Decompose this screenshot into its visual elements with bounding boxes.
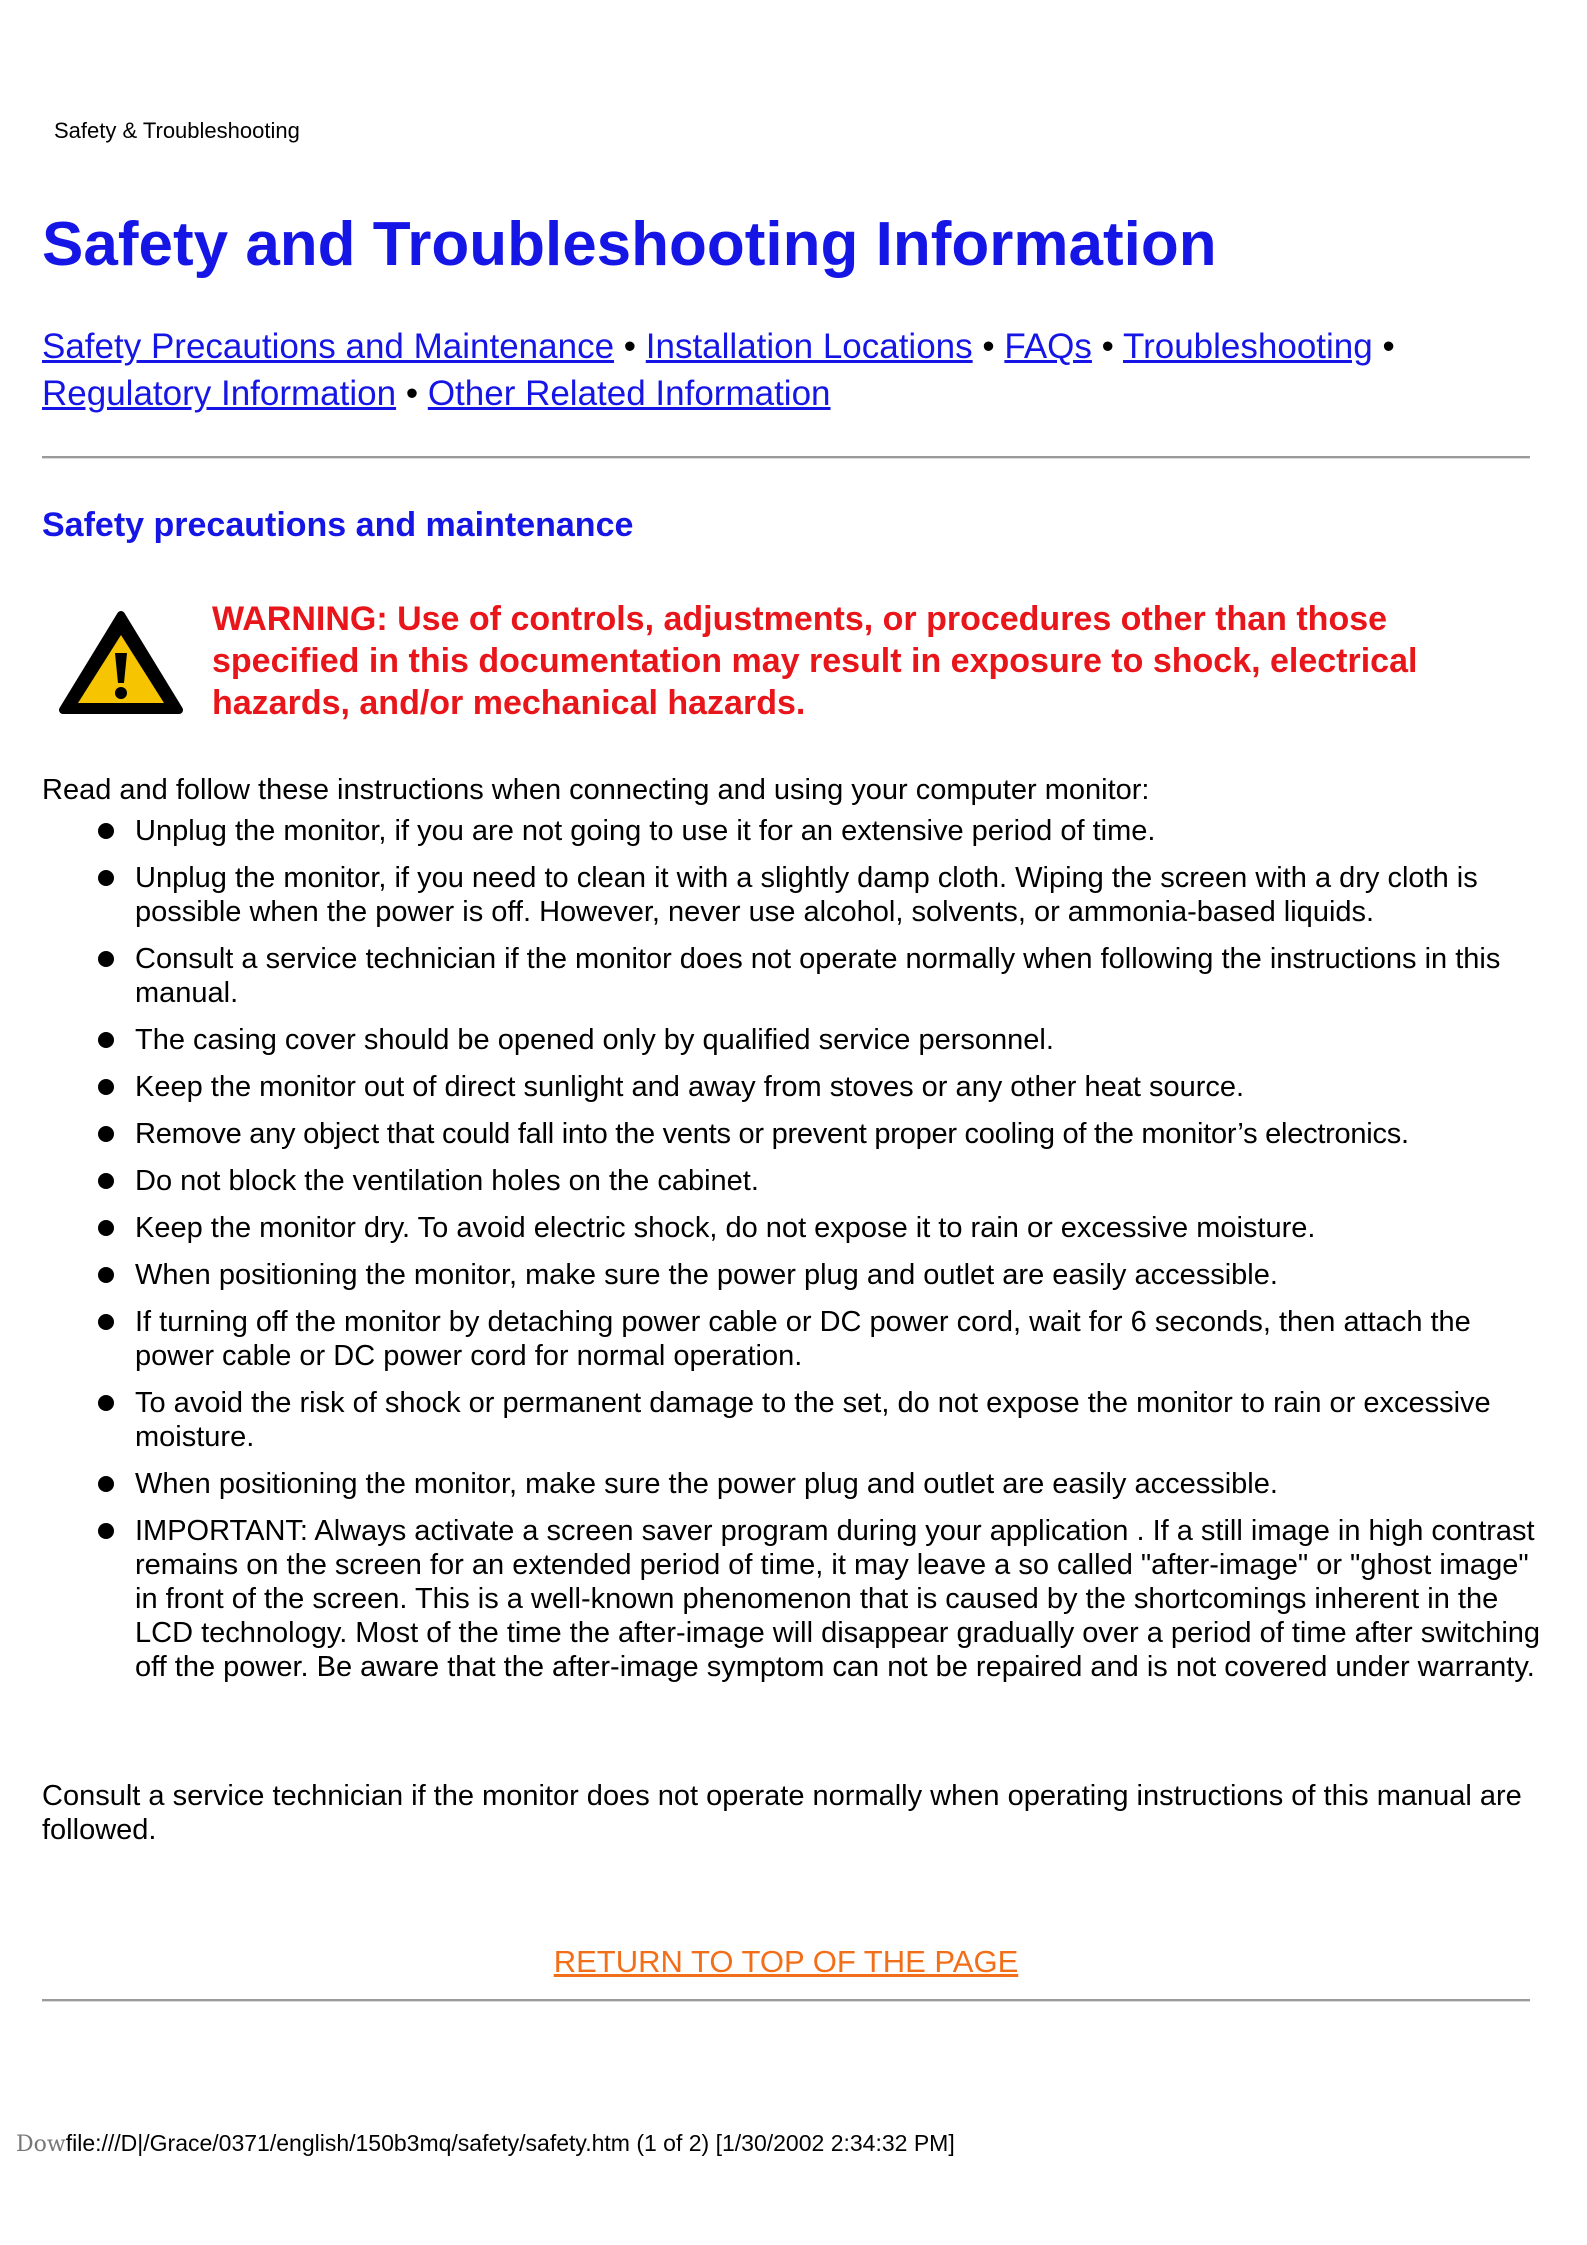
file-path-text: file:///D|/Grace/0371/english/150b3mq/safety/safety.htm (1 of 2) [1/30/2002 2:34:32 PM] [65,2130,955,2156]
download-text: Dow [16,2132,66,2157]
list-item: Unplug the monitor, if you are not going to use it for an extensive period of time. [42,814,1542,848]
list-item: IMPORTANT: Always activate a screen saver program during your application . If a still image in high contrast remains on the screen for an extended period of time, it may leave a so called "after-image" or "ghost image" in front of the screen. This is a well-known phenomenon that is caused by the shortcomings inherent in the LCD technology. Most of the time the after-image will disappear gradually over a period of time after switching off the power. Be aware that the after-image symptom can not be repaired and is not covered under warranty. [42,1514,1542,1684]
section-nav [42,323,1522,417]
list-item: Do not block the ventilation holes on the cabinet. [42,1164,1542,1198]
page-title: Safety and Troubleshooting Information [42,210,1217,279]
nav-separator: • [982,327,995,366]
warning-triangle-icon [58,609,184,717]
nav-separator: • [623,327,637,366]
nav-separator: • [1101,327,1114,366]
nav-separator: • [405,374,419,413]
warning-text: WARNING: Use of controls, adjustments, or procedures other than those specified in this documentation may result in exposure to shock, electrical hazards, and/or mechanical hazards. [212,600,1418,722]
nav-separator: • [1382,327,1395,366]
list-item: Keep the monitor dry. To avoid electric shock, do not expose it to rain or excessive moisture. [42,1211,1542,1245]
closing-text: Consult a service technician if the monitor does not operate normally when operating instructions of this manual are followed. [42,1780,1522,1846]
footer-path [16,2128,955,2160]
list-item: When positioning the monitor, make sure the power plug and outlet are easily accessible. [42,1258,1542,1292]
divider-top [42,456,1530,459]
list-item: If turning off the monitor by detaching power cable or DC power cord, wait for 6 seconds, then attach the power cable or DC power cord for normal operation. [42,1305,1542,1373]
list-item: Remove any object that could fall into the vents or prevent proper cooling of the monitor’s electronics. [42,1117,1542,1151]
nav-link-faqs[interactable]: FAQs [1004,327,1092,366]
page-label: Safety & Troubleshooting [54,118,300,143]
list-item: Unplug the monitor, if you need to clean it with a slightly damp cloth. Wiping the screen with a dry cloth is possible when the power is off. However, never use alcohol, solvents, or ammonia-based liquids. [42,861,1542,929]
nav-link-troubleshooting[interactable]: Troubleshooting [1123,327,1373,366]
list-item: Consult a service technician if the monitor does not operate normally when following the instructions in this manual. [42,942,1542,1010]
nav-link-other-related-information[interactable]: Other Related Information [427,374,831,413]
list-item: Keep the monitor out of direct sunlight and away from stoves or any other heat source. [42,1070,1542,1104]
divider-bottom [42,1999,1530,2002]
nav-link-regulatory-information[interactable]: Regulatory Information [42,374,397,413]
return-to-top-link[interactable]: RETURN TO TOP OF THE PAGE [553,1944,1019,1979]
section-title: Safety precautions and maintenance [42,506,634,544]
nav-link-safety-precautions[interactable]: Safety Precautions and Maintenance [42,327,615,366]
list-item: To avoid the risk of shock or permanent damage to the set, do not expose the monitor to rain or excessive moisture. [42,1386,1542,1454]
return-to-top-container [0,1942,1572,1982]
safety-list [42,814,1542,1697]
list-item: The casing cover should be opened only by qualified service personnel. [42,1023,1542,1057]
list-item: When positioning the monitor, make sure the power plug and outlet are easily accessible. [42,1467,1542,1501]
nav-link-installation-locations[interactable]: Installation Locations [645,327,973,366]
intro-text: Read and follow these instructions when connecting and using your computer monitor: [42,774,1150,806]
